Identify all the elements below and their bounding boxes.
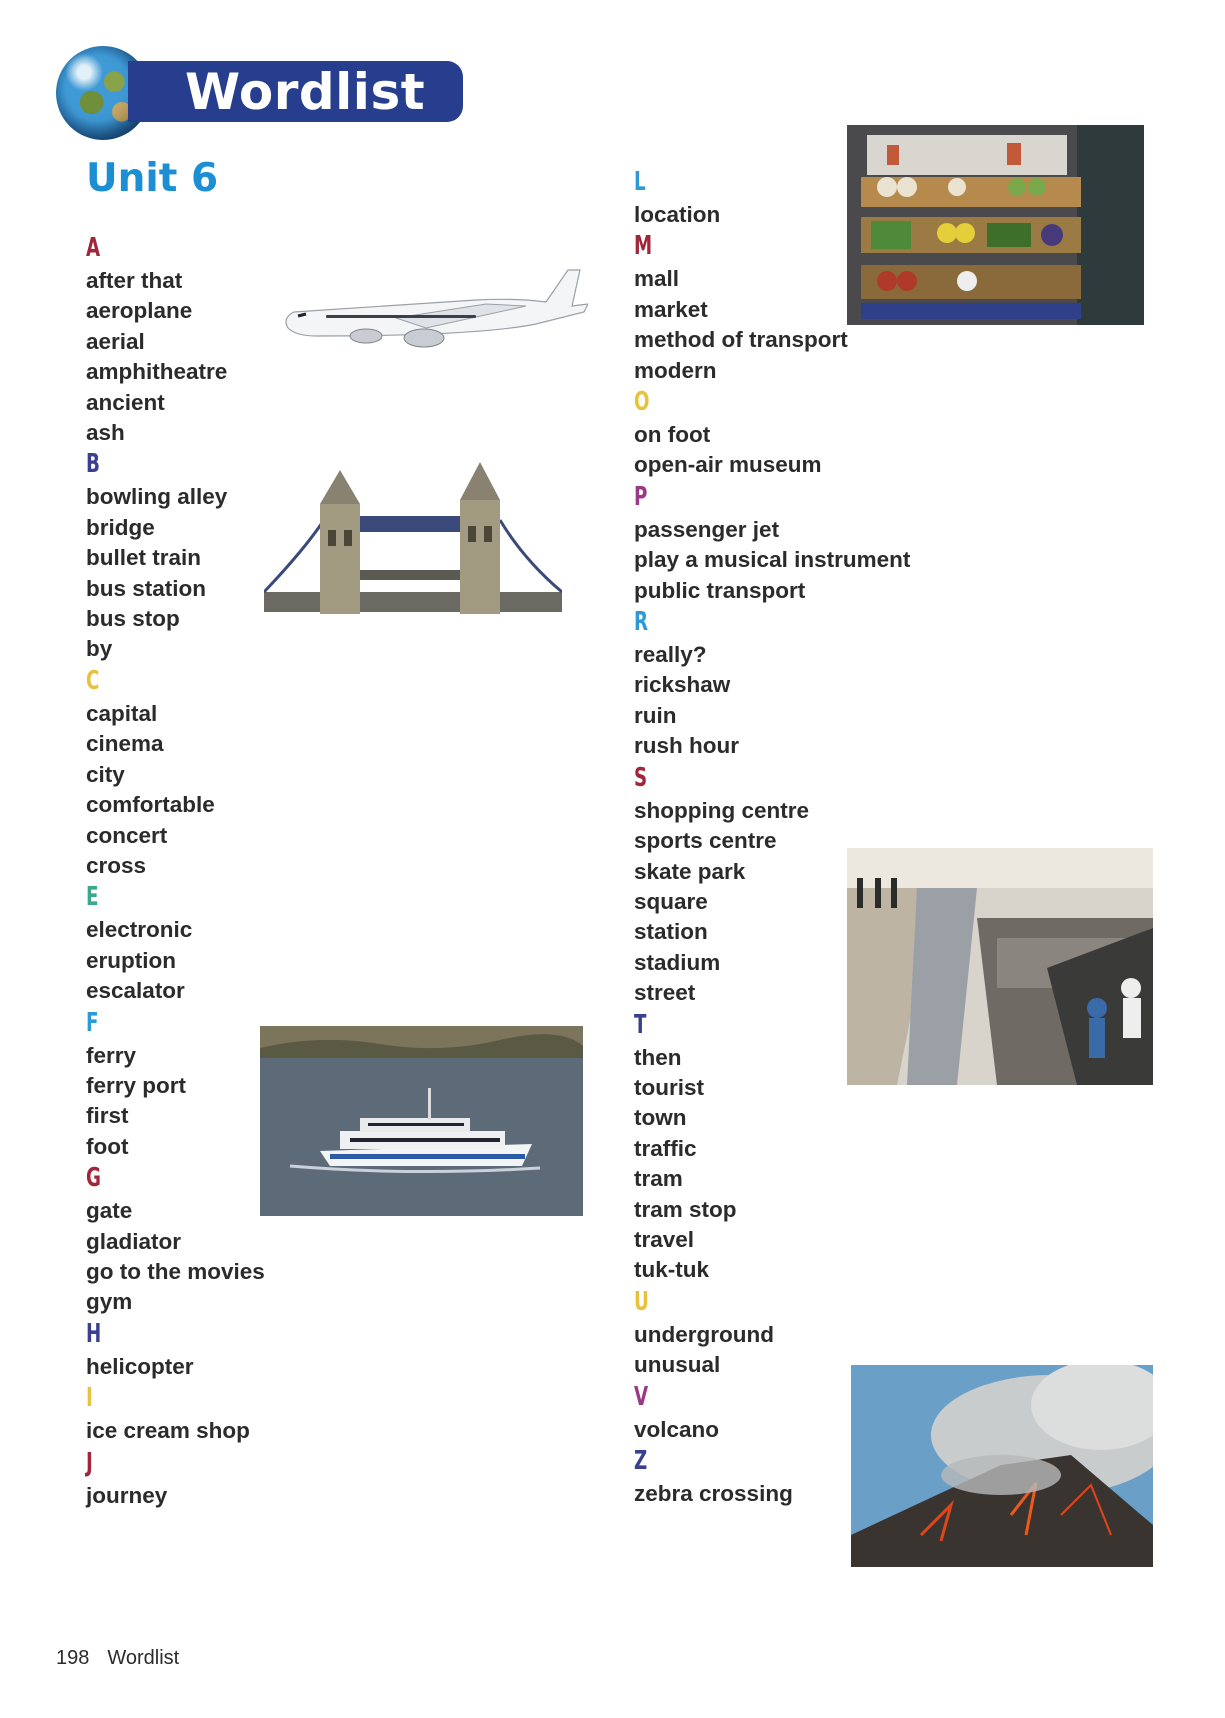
wordlist-item: shopping centre: [634, 797, 810, 823]
wordlist-item: then: [634, 1044, 682, 1070]
wordlist-item: play a musical instrument: [634, 547, 911, 573]
section-letter: B: [86, 449, 100, 480]
wordlist-item: gladiator: [86, 1228, 182, 1254]
wordlist-item: after that: [86, 268, 183, 293]
section-letter: F: [86, 1007, 99, 1038]
tower-bridge-image: [264, 460, 562, 620]
section-letter: R: [634, 607, 649, 638]
wordlist-item: cinema: [86, 731, 164, 757]
letter-section-a: [86, 232, 265, 448]
wordlist-item: amphitheatre: [86, 359, 228, 385]
wordlist-item: cross: [86, 852, 147, 878]
wordlist-item: escalator: [86, 978, 185, 1004]
section-letter: O: [634, 387, 650, 418]
wordlist-item: station: [634, 919, 708, 945]
section-letter: J: [86, 1447, 93, 1478]
wordlist-item: ferry: [86, 1042, 137, 1068]
wordlist-item: traffic: [634, 1135, 697, 1161]
wordlist-item: bus station: [86, 575, 207, 601]
wordlist-item: public transport: [634, 577, 806, 603]
section-letter: S: [634, 762, 648, 793]
aeroplane-image: [276, 266, 588, 354]
wordlist-item: concert: [86, 822, 168, 848]
letter-section-c: [86, 665, 265, 881]
wordlist-item: by: [86, 636, 113, 662]
wordlist-item: volcano: [634, 1416, 720, 1442]
wordlist-item: sports centre: [634, 828, 777, 854]
letter-section-r: [634, 606, 910, 762]
wordlist-item: capital: [86, 700, 158, 726]
wordlist-item: tram stop: [634, 1196, 737, 1222]
wordlist-item: gate: [86, 1198, 133, 1224]
wordlist-item: bus stop: [86, 606, 180, 632]
page-footer: [56, 1647, 179, 1670]
letter-section-g: [86, 1162, 265, 1318]
letter-section-o: [634, 386, 910, 481]
wordlist-item: ancient: [86, 389, 165, 415]
wordlist-item: bullet train: [86, 545, 202, 571]
letter-section-h: [86, 1318, 265, 1382]
letter-section-b: [86, 448, 265, 664]
volcano-image: [851, 1365, 1153, 1567]
wordlist-item: underground: [634, 1321, 774, 1347]
wordlist-item: on foot: [634, 422, 711, 448]
wordlist-item: mall: [634, 266, 680, 292]
wordlist-left-column: [86, 232, 265, 1511]
wordlist-item: modern: [634, 357, 717, 383]
letter-section-i: [86, 1382, 265, 1446]
footer-label: Wordlist: [107, 1647, 180, 1669]
section-letter: C: [86, 665, 100, 696]
unit-title: Unit 6: [86, 156, 219, 201]
section-letter: U: [634, 1286, 649, 1317]
shopping-centre-image: [847, 848, 1153, 1085]
section-letter: A: [86, 233, 101, 263]
wordlist-item: helicopter: [86, 1353, 194, 1379]
wordlist-item: electronic: [86, 917, 193, 943]
section-letter: P: [634, 481, 648, 512]
wordlist-item: stadium: [634, 949, 721, 975]
wordlist-item: gym: [86, 1289, 133, 1315]
section-letter: H: [86, 1318, 102, 1349]
ferry-image: [260, 1026, 583, 1216]
wordlist-item: aerial: [86, 328, 145, 354]
wordlist-item: aeroplane: [86, 298, 193, 324]
section-letter: E: [86, 882, 99, 913]
wordlist-item: travel: [634, 1226, 695, 1252]
page-number: 198: [56, 1647, 90, 1669]
wordlist-item: open-air museum: [634, 452, 822, 478]
wordlist-item: skate park: [634, 858, 746, 884]
wordlist-item: comfortable: [86, 792, 215, 818]
wordlist-item: zebra crossing: [634, 1481, 793, 1506]
wordlist-item: ice cream shop: [86, 1418, 250, 1444]
wordlist-item: unusual: [634, 1352, 721, 1378]
letter-section-f: [86, 1007, 265, 1163]
wordlist-item: city: [86, 761, 125, 787]
wordlist-item: tuk-tuk: [634, 1257, 709, 1283]
wordlist-right-column: [634, 166, 910, 1509]
wordlist-item: rickshaw: [634, 672, 731, 698]
wordlist-item: rush hour: [634, 733, 739, 759]
wordlist-item: bridge: [86, 514, 155, 540]
wordlist-item: square: [634, 888, 708, 914]
wordlist-item: bowling alley: [86, 484, 228, 510]
wordlist-item: go to the movies: [86, 1258, 265, 1284]
section-letter: T: [634, 1009, 647, 1040]
section-letter: V: [634, 1381, 649, 1412]
section-letter: M: [634, 231, 653, 262]
page-title: Wordlist: [185, 63, 426, 121]
wordlist-item: ruin: [634, 702, 677, 728]
wordlist-item: foot: [86, 1133, 129, 1159]
section-letter: I: [86, 1383, 93, 1414]
wordlist-item: method of transport: [634, 327, 848, 353]
letter-section-e: [86, 881, 265, 1006]
wordlist-item: journey: [86, 1482, 168, 1508]
section-letter: Z: [634, 1446, 648, 1476]
wordlist-item: tram: [634, 1166, 683, 1192]
wordlist-item: location: [634, 202, 721, 227]
wordlist-item: eruption: [86, 947, 176, 973]
letter-section-p: [634, 481, 910, 606]
wordlist-item: passenger jet: [634, 516, 780, 542]
wordlist-item: market: [634, 296, 708, 322]
wordlist-item: ash: [86, 420, 125, 446]
wordlist-item: really?: [634, 642, 707, 668]
wordlist-item: tourist: [634, 1074, 704, 1100]
section-letter: L: [634, 167, 646, 197]
wordlist-item: ferry port: [86, 1072, 187, 1098]
wordlist-item: first: [86, 1103, 129, 1129]
market-image: [847, 125, 1144, 325]
section-letter: G: [86, 1163, 101, 1194]
letter-section-j: [86, 1447, 265, 1511]
wordlist-item: town: [634, 1105, 687, 1131]
wordlist-item: street: [634, 980, 696, 1006]
